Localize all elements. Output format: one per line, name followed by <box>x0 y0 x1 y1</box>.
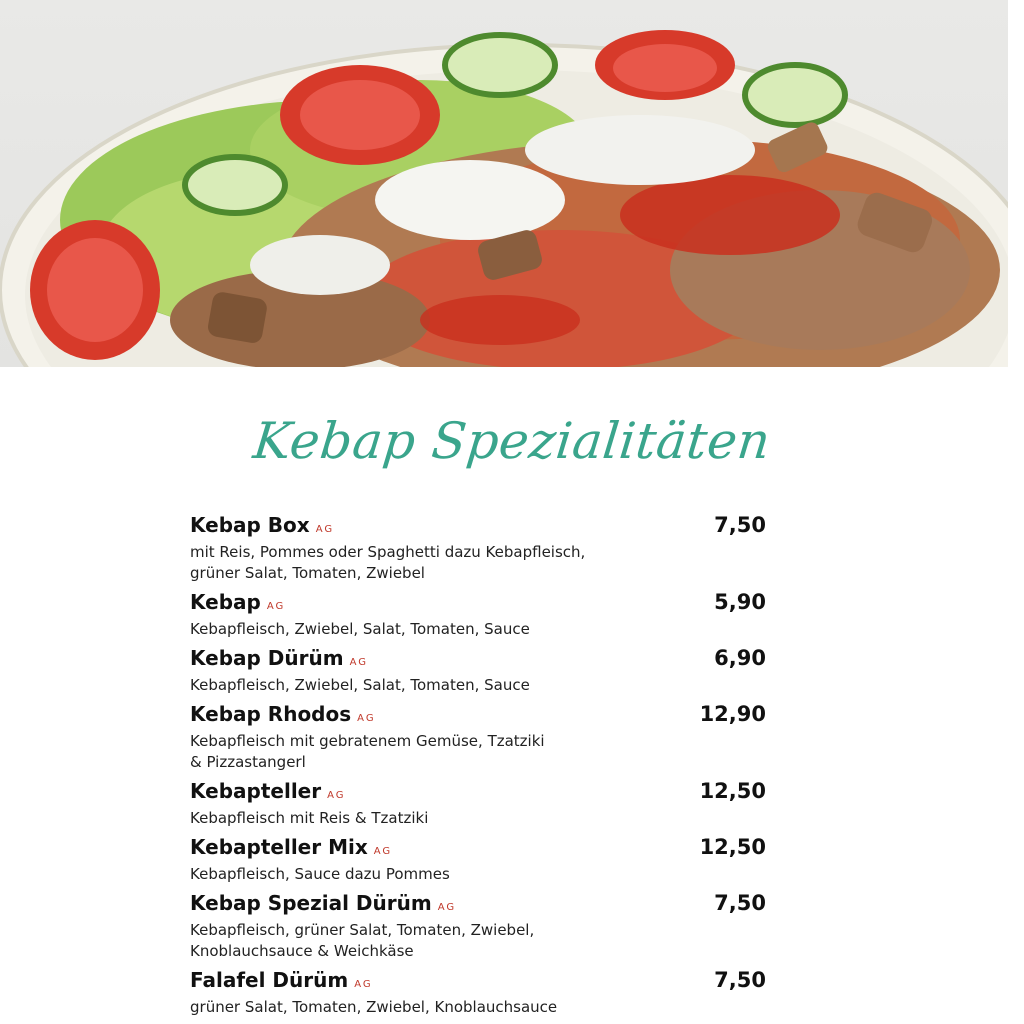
item-name: Falafel Dürüm <box>190 968 349 992</box>
menu-item <box>190 835 766 885</box>
menu-item <box>190 590 766 640</box>
allergen-code: AG <box>357 713 376 724</box>
item-description: Kebapfleisch mit gebratenem Gemüse, Tzatziki & Pizzastangerl <box>190 732 545 771</box>
item-description: Kebapfleisch, Sauce dazu Pommes <box>190 865 450 883</box>
allergen-code: AG <box>437 902 457 913</box>
item-name: Kebapteller Mix <box>190 835 368 859</box>
menu-item <box>190 702 766 773</box>
item-price: 12,50 <box>699 835 766 859</box>
item-price: 6,90 <box>714 646 766 670</box>
allergen-code: AG <box>315 524 335 535</box>
kebab-plate-illustration <box>0 0 1008 367</box>
menu-item <box>190 968 766 1018</box>
menu-item <box>190 646 766 696</box>
item-price: 12,50 <box>699 779 766 803</box>
allergen-code: AG <box>327 790 346 801</box>
item-name: Kebap Dürüm <box>190 646 344 670</box>
item-price: 7,50 <box>714 968 766 992</box>
item-name: Kebap <box>190 590 261 614</box>
item-price: 5,90 <box>714 590 766 614</box>
menu-item <box>190 513 766 584</box>
menu-list <box>190 513 766 1024</box>
item-description: mit Reis, Pommes oder Spaghetti dazu Kebapfleisch, grüner Salat, Tomaten, Zwiebel <box>190 543 586 582</box>
item-description: Kebapfleisch, grüner Salat, Tomaten, Zwiebel, Knoblauchsauce & Weichkäse <box>190 921 535 960</box>
item-description: grüner Salat, Tomaten, Zwiebel, Knoblauchsauce <box>190 998 558 1016</box>
item-name: Kebap Spezial Dürüm <box>190 891 432 915</box>
item-description: Kebapfleisch, Zwiebel, Salat, Tomaten, Sauce <box>190 676 530 694</box>
allergen-code: AG <box>373 846 393 857</box>
item-description: Kebapfleisch mit Reis & Tzatziki <box>190 809 429 827</box>
menu-item <box>190 779 766 829</box>
allergen-code: AG <box>354 979 373 990</box>
menu-item <box>190 891 766 962</box>
item-price: 7,50 <box>714 513 766 537</box>
allergen-code: AG <box>266 601 286 612</box>
page-title: Kebap Spezialitäten <box>250 412 774 470</box>
item-price: 7,50 <box>714 891 766 915</box>
allergen-code: AG <box>349 657 369 668</box>
item-name: Kebapteller <box>190 779 322 803</box>
item-price: 12,90 <box>699 702 766 726</box>
item-description: Kebapfleisch, Zwiebel, Salat, Tomaten, Sauce <box>190 620 530 638</box>
item-name: Kebap Box <box>190 513 310 537</box>
hero-food-photo <box>0 0 1008 367</box>
item-name: Kebap Rhodos <box>190 702 352 726</box>
